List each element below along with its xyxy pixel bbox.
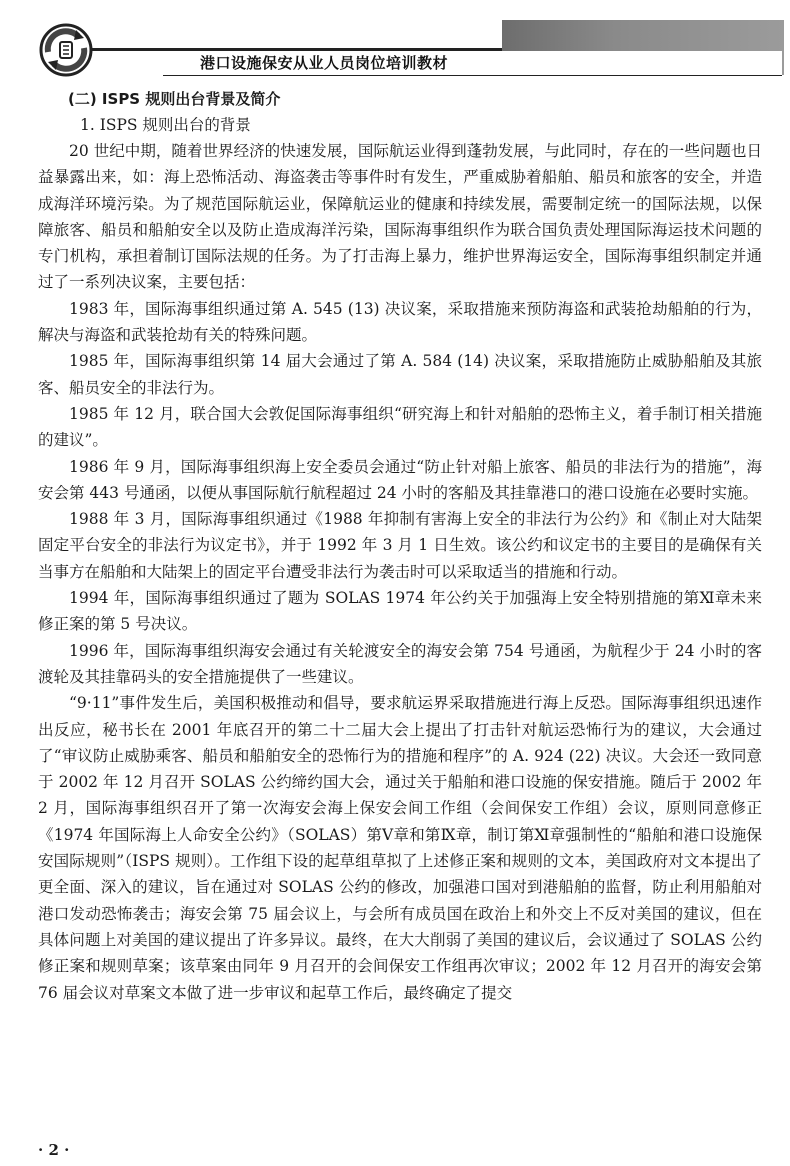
paragraph: 1994 年，国际海事组织通过了题为 SOLAS 1974 年公约关于加强海上安全特别措施的第Ⅺ章未来修正案的第 5 号决议。 [38, 589, 762, 634]
subsection-heading: 1. ISPS 规则出台的背景 [80, 116, 251, 134]
paragraph: 20 世纪中期，随着世界经济的快速发展，国际航运业得到蓬勃发展，与此同时，存在的一些问题也日益暴露出来，如：海上恐怖活动、海盗袭击等事件时有发生，严重威胁着船舶、船员和旅客的安全，并造成海洋环境污染。为了规范国际航运业，保障航运业的健康和持续发展，需要制定统一的国际法规，以保障旅客、船员和船舶安全以及防止造成海洋污染，国际海事组织作为联合国负责处理国际海运技术问题的专门机构，承担着制订国际法规的任务。为了打击海上暴力，维护世界海运安全，国际海事组织制定并通过了一系列决议案，主要包括： [38, 142, 762, 292]
section-heading: (二) ISPS 规则出台背景及简介 [68, 90, 281, 108]
paragraph: 1986 年 9 月，国际海事组织海上安全委员会通过“防止针对船上旅客、船员的非法行为的措施”，海安会第 443 号通函，以便从事国际航行航程超过 24 小时的客船及其挂靠港口的港口设施在必要时实施。 [38, 457, 762, 502]
page-body [38, 86, 762, 1006]
page-number: · 2 · [38, 1141, 70, 1159]
running-header-title: 港口设施保安从业人员岗位培训教材 [200, 54, 449, 72]
page-header [0, 0, 790, 84]
paragraph: 1985 年 12 月，联合国大会敦促国际海事组织“研究海上和针对船舶的恐怖主义，着手制订相关措施的建议”。 [38, 404, 762, 450]
paragraph: 1988 年 3 月，国际海事组织通过《1988 年抑制有害海上安全的非法行为公约》和《制止对大陆架固定平台安全的非法行为议定书》，并于 1992 年 3 月 1 日生效。该公约和议定书的主要目的是确保有关当事方在船舶和大陆架上的固定平台遭受非法行为袭击时可以采取适当的措施和行动。 [38, 510, 762, 581]
book-logo-icon [38, 22, 94, 78]
paragraph: “9·11”事件发生后，美国积极推动和倡导，要求航运界采取措施进行海上反恐。国际海事组织迅速作出反应，秘书长在 2001 年底召开的第二十二届大会上提出了打击针对航运恐怖行为的建议，大会通过了“审议防止威胁乘客、船员和船舶安全的恐怖行为的措施和程序”的 A. 924 (22) 决议。大会还一致同意于 2002 年 12 月召开 SOLAS 公约缔约国大会，通过关于船舶和港口设施的保安措施。随后于 2002 年 2 月，国际海事组织召开了第一次海安会海上保安会间工作组（会间保安工作组）会议，原则同意修正《1974 年国际海上人命安全公约》（SOLAS）第Ⅴ章和第Ⅸ章，制订第Ⅺ章强制性的“船舶和港口设施保安国际规则”（ISPS 规则）。工作组下设的起草组草拟了上述修正案和规则的文本，美国政府对文本提出了更全面、深入的建议，旨在通过对 SOLAS 公约的修改，加强港口国对到港船舶的监督，防止利用船舶对港口发动恐怖袭击；海安会第 75 届会议上，与会所有成员国在政治上和外交上不反对美国的建议，但在具体问题上对美国的建议提出了许多异议。最终，在大大削弱了美国的建议后，会议通过了 SOLAS 公约修正案和规则草案；该草案由同年 9 月召开的会间保安工作组再次审议；2002 年 12 月召开的海安会第 76 届会议对草案文本做了进一步审议和起草工作后，最终确定了提交 [38, 694, 762, 1002]
paragraph: 1983 年，国际海事组织通过第 A. 545 (13) 决议案，采取措施来预防海盗和武装抢劫船舶的行为，解决与海盗和武装抢劫有关的特殊问题。 [38, 299, 762, 345]
paragraph: 1996 年，国际海事组织海安会通过有关轮渡安全的海安会第 754 号通函，为航程少于 24 小时的客渡轮及其挂靠码头的安全措施提供了一些建议。 [38, 641, 762, 686]
paragraph: 1985 年，国际海事组织第 14 届大会通过了第 A. 584 (14) 决议案，采取措施防止威胁船舶及其旅客、船员安全的非法行为。 [38, 352, 762, 397]
